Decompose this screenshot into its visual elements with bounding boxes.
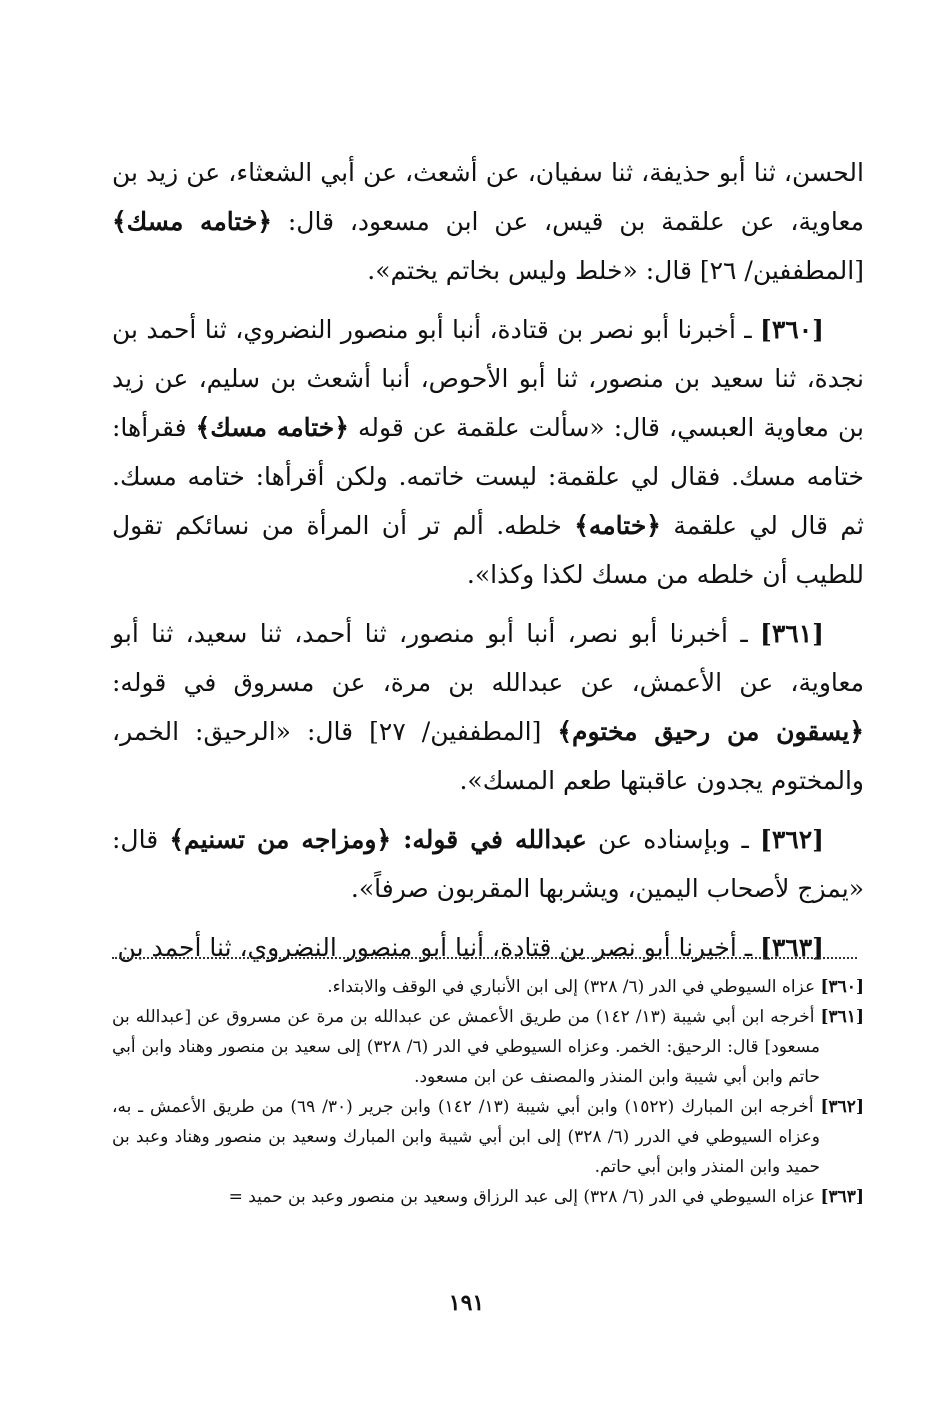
main-text <box>112 148 864 982</box>
footnote-text: عزاه السيوطي في الدر (٦/ ٣٢٨) إلى ابن الأنباري في الوقف والابتداء. <box>327 977 821 997</box>
footnote-text: عزاه السيوطي في الدر (٦/ ٣٢٨) إلى عبد الرزاق وسعيد بن منصور وعبد بن حميد = <box>228 1187 821 1207</box>
text-segment: خلطه. ألم تر أن المرأة من نسائكم تقول للطيب أن خلطه من مسك لكذا وكذا». <box>112 511 864 589</box>
text-segment: ـ أخبرنا أبو نصر بن قتادة، أنبا أبو منصور النضروي، ثنا أحمد بن <box>117 933 761 962</box>
footnote-361 <box>112 1002 864 1092</box>
paragraph-360 <box>112 305 864 599</box>
footnote-number: [٣٦٢] <box>820 1097 864 1117</box>
footnote-360 <box>112 972 864 1002</box>
text-segment: ـ أخبرنا أبو نصر بن قتادة، أنبا أبو منصور النضروي، ثنا أحمد بن نجدة، ثنا سعيد بن منصور، ثنا أبو الأحوص، أنبا أشعث بن سليم، عن زيد بن معاوية العبسي، قال: «سألت علقمة عن قوله <box>112 315 864 442</box>
page-number: ١٩١ <box>448 1290 485 1316</box>
text-segment: الحسن، ثنا أبو حذيفة، ثنا سفيان، عن أشعث، عن أبي الشعثاء، عن زيد بن معاوية، عن علقمة بن قيس، عن ابن مسعود، قال: <box>112 158 864 236</box>
footnote-362 <box>112 1092 864 1182</box>
footnote-number: [٣٦٠] <box>820 977 864 997</box>
quran-quote: عبدالله في قوله: ﴿ومزاجه من تسنيم﴾ <box>169 825 587 854</box>
text-segment: ـ وبإسناده عن <box>586 825 761 854</box>
text-segment: [المطففين/ ٢٧] قال: «الرحيق: الخمر، والمختوم يجدون عاقبتها طعم المسك». <box>112 717 864 795</box>
text-segment: فقرأها: ختامه مسك. فقال لي علقمة: ليست خاتمه. ولكن أقرأها: ختامه مسك. ثم قال لي علقمة <box>112 413 864 540</box>
text-segment: ـ أخبرنا أبو نصر، أنبا أبو منصور، ثنا أحمد، ثنا سعيد، ثنا أبو معاوية، عن الأعمش، عن عبدالله بن مرة، عن مسروق في قوله: <box>112 619 864 697</box>
footnote-text: أخرجه ابن أبي شيبة (١٣/ ١٤٢) من طريق الأعمش عن عبدالله بن مرة عن مسروق عن [عبدالله بن مسعود] قال: الرحيق: الخمر. وعزاه السيوطي في الدر (٦/ ٣٢٨) إلى سعيد بن منصور وهناد وابن أبي حاتم وابن أبي شيبة وابن المنذر والمصنف عن ابن مسعود. <box>112 1007 821 1087</box>
hadith-number: [٣٦٠] <box>760 315 824 344</box>
paragraph-363 <box>112 923 864 972</box>
footnote-separator <box>112 957 857 959</box>
text-segment: قال: «يمزج لأصحاب اليمين، ويشربها المقربون صرفاً». <box>112 825 864 903</box>
paragraph-362 <box>112 815 864 913</box>
paragraph-continuation <box>112 148 864 295</box>
footnote-number: [٣٦٣] <box>820 1187 864 1207</box>
hadith-number: [٣٦٣] <box>760 933 824 962</box>
hadith-number: [٣٦٢] <box>760 825 824 854</box>
quran-quote: ﴿ختامه﴾ <box>574 511 661 540</box>
footnote-number: [٣٦١] <box>820 1007 864 1027</box>
footnotes <box>112 972 864 1212</box>
footnote-text: أخرجه ابن المبارك (١٥٢٢) وابن أبي شيبة (١٣/ ١٤٢) وابن جرير (٣٠/ ٦٩) من طريق الأعمش ـ به، وعزاه السيوطي في الدرر (٦/ ٣٢٨) إلى ابن أبي شيبة وابن المبارك وسعيد بن منصور وهناد وعبد بن حميد وابن المنذر وابن أبي حاتم. <box>112 1097 821 1177</box>
quran-quote: ﴿ختامه مسك﴾ <box>112 207 273 236</box>
text-segment: [المطففين/ ٢٦] قال: «خلط وليس بخاتم يختم». <box>367 256 864 285</box>
footnote-363 <box>112 1182 864 1212</box>
paragraph-361 <box>112 609 864 805</box>
hadith-number: [٣٦١] <box>760 619 824 648</box>
quran-quote: ﴿ختامه مسك﴾ <box>195 413 349 442</box>
quran-quote: ﴿يسقون من رحيق مختوم﴾ <box>557 717 864 746</box>
